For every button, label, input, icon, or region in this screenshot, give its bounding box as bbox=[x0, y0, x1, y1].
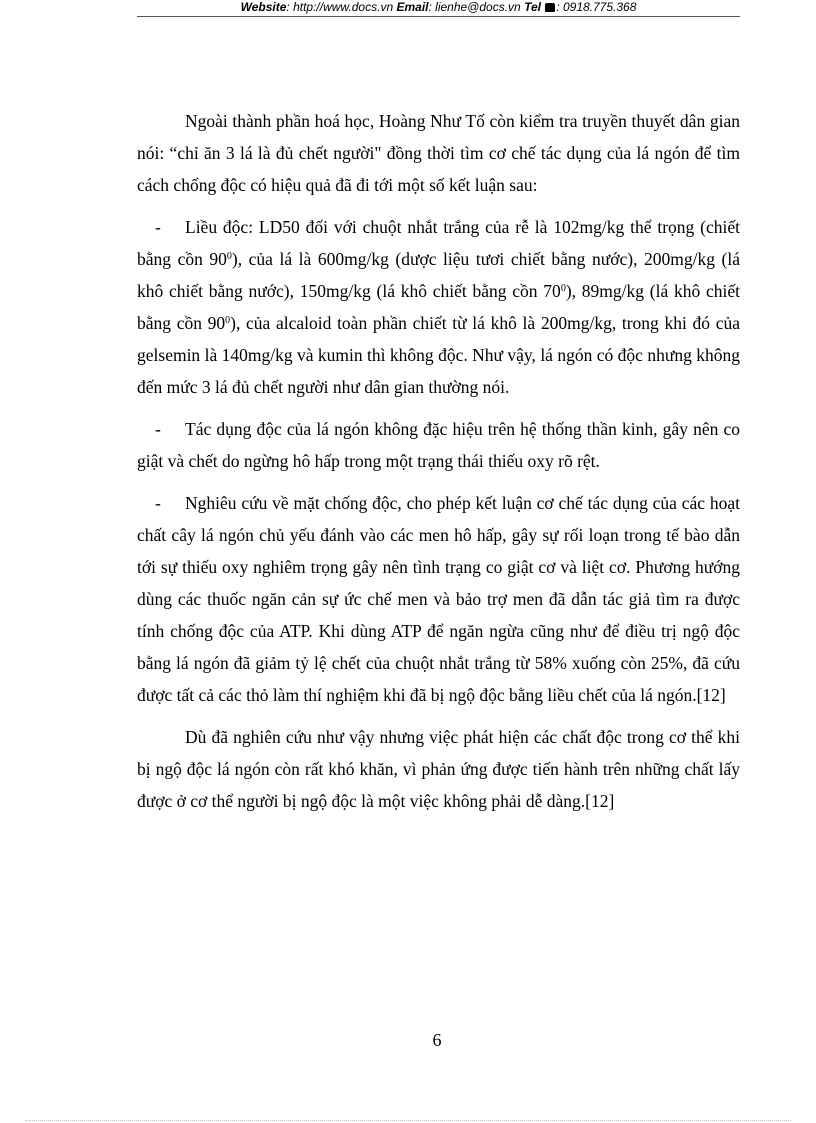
bullet-ld50-text-4: ), của alcaloid toàn phần chiết từ lá khô là 200mg/kg, trong khi đó của gelsemin là 140mg/kg và kumin thì không độc. Như vậy, lá ngón có độc nhưng không đến mức 3 lá đủ chết người như dân gian thường nói. bbox=[137, 313, 740, 397]
degree-sup-1: 0 bbox=[226, 251, 232, 262]
bullet-dash: - bbox=[155, 419, 161, 439]
bullet-antidote-research-text: Nghiêu cứu về mặt chống độc, cho phép kết luận cơ chế tác dụng của các hoạt chất cây lá ngón chủ yếu đánh vào các men hô hấp, gây sự rối loạn trong tế bào dẫn tới sự thiếu oxy nghiêm trọng gây nên tình trạng co giật cơ và liệt cơ. Phương hướng dùng các thuốc ngăn cản sự ức chế men và bảo trợ men đã dẫn tác giả tìm ra được tính chống độc của ATP. Khi dùng ATP để ngăn ngừa cũng như để điều trị ngộ độc bằng lá ngón đã giảm tỷ lệ chết của chuột nhắt trắng từ 58% xuống còn 25%, đã cứu được tất cả các thỏ làm thí nghiệm khi đã bị ngộ độc bằng liều chết của lá ngón.[12] bbox=[137, 493, 740, 705]
email-value: : lienhe@docs.vn bbox=[428, 0, 521, 14]
closing-paragraph: Dù đã nghiên cứu như vậy nhưng việc phát hiện các chất độc trong cơ thể khi bị ngộ độc lá ngón còn rất khó khăn, vì phản ứng được tiến hành trên những chất lấy được ở cơ thể người bị ngộ độc là một việc không phải dễ dàng.[12] bbox=[137, 727, 740, 811]
page-bottom-divider bbox=[25, 1120, 791, 1121]
tel-label: Tel bbox=[524, 0, 541, 14]
bullet-toxic-effect-text: Tác dụng độc của lá ngón không đặc hiệu trên hệ thống thần kinh, gây nên co giật và chết do ngừng hô hấp trong một trạng thái thiếu oxy rõ rệt. bbox=[137, 419, 740, 471]
bullet-ld50-text-3: ), 89mg/kg (lá khô chiết bằng cồn 90 bbox=[137, 281, 740, 333]
email-label: Email bbox=[396, 0, 429, 14]
bullet-antidote-research bbox=[137, 487, 740, 711]
page-number: 6 bbox=[432, 1030, 442, 1050]
intro-paragraph: Ngoài thành phần hoá học, Hoàng Như Tố còn kiểm tra truyền thuyết dân gian nói: “chỉ ăn 3 lá là đủ chết người" đồng thời tìm cơ chế tác dụng của lá ngón để tìm cách chống độc có hiệu quả đã đi tới một số kết luận sau: bbox=[137, 111, 740, 195]
website-value: : http://www.docs.vn bbox=[286, 0, 394, 14]
bullet-ld50-text-1: Liều độc: LD50 đối với chuột nhắt trắng của rễ là 102mg/kg thể trọng (chiết bằng cồn 90 bbox=[137, 217, 740, 269]
bullet-ld50-text-2: ), của lá là 600mg/kg (dược liệu tươi chiết bằng nước), 200mg/kg (lá khô chiết bằng nước), 150mg/kg (lá khô chiết bằng cồn 70 bbox=[137, 249, 740, 301]
document-body bbox=[137, 105, 740, 817]
page-header bbox=[137, 0, 740, 17]
bullet-dash: - bbox=[155, 217, 161, 237]
degree-sup-3: 0 bbox=[225, 315, 231, 326]
tel-value: : 0918.775.368 bbox=[556, 0, 637, 14]
phone-icon bbox=[545, 3, 555, 12]
degree-sup-2: 0 bbox=[560, 283, 566, 294]
bullet-toxic-effect bbox=[137, 413, 740, 477]
bullet-ld50 bbox=[137, 211, 740, 403]
website-label: Website bbox=[240, 0, 287, 14]
bullet-dash: - bbox=[155, 493, 161, 513]
